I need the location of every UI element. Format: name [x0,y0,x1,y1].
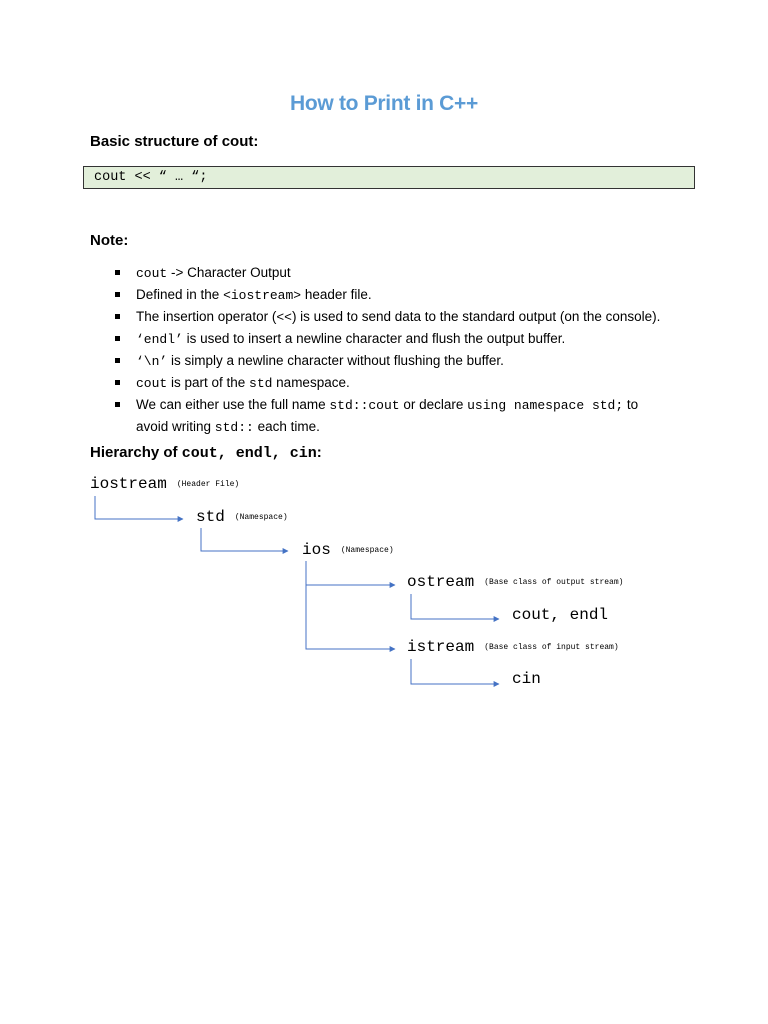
connector-ios-ostream [306,561,395,585]
connector-std-ios [201,528,288,551]
list-item: Defined in the <iostream> header file. [115,284,715,306]
connector-iostream-std [95,496,183,519]
hierarchy-heading: Hierarchy of cout, endl, cin: [90,444,322,462]
node-cin: cin [512,670,541,688]
connector-istream-cin [411,659,499,684]
node-ios: ios (Namespace) [302,541,394,559]
code-snippet-box: cout << “ … “; [83,166,695,189]
node-iostream: iostream (Header File) [90,475,240,493]
list-item: cout -> Character Output [115,262,715,284]
connector-ios-istream [306,585,395,649]
list-item: cout is part of the std namespace. [115,372,715,394]
list-item: ‘\n’ is simply a newline character without flushing the buffer. [115,350,715,372]
list-item: We can either use the full name std::cout or declare using namespace std; to avoid writing std:: each time. [115,394,715,438]
node-istream: istream (Base class of input stream) [407,638,619,656]
page-title: How to Print in C++ [290,92,478,115]
node-ostream: ostream (Base class of output stream) [407,573,624,591]
list-item: ‘endl’ is used to insert a newline character and flush the output buffer. [115,328,715,350]
connector-ostream-cout [411,594,499,619]
note-heading: Note: [90,232,129,249]
list-item: The insertion operator (<<) is used to send data to the standard output (on the console). [115,306,715,328]
node-std: std (Namespace) [196,508,288,526]
node-cout-endl: cout, endl [512,606,609,624]
basic-structure-heading: Basic structure of cout: [90,133,259,150]
